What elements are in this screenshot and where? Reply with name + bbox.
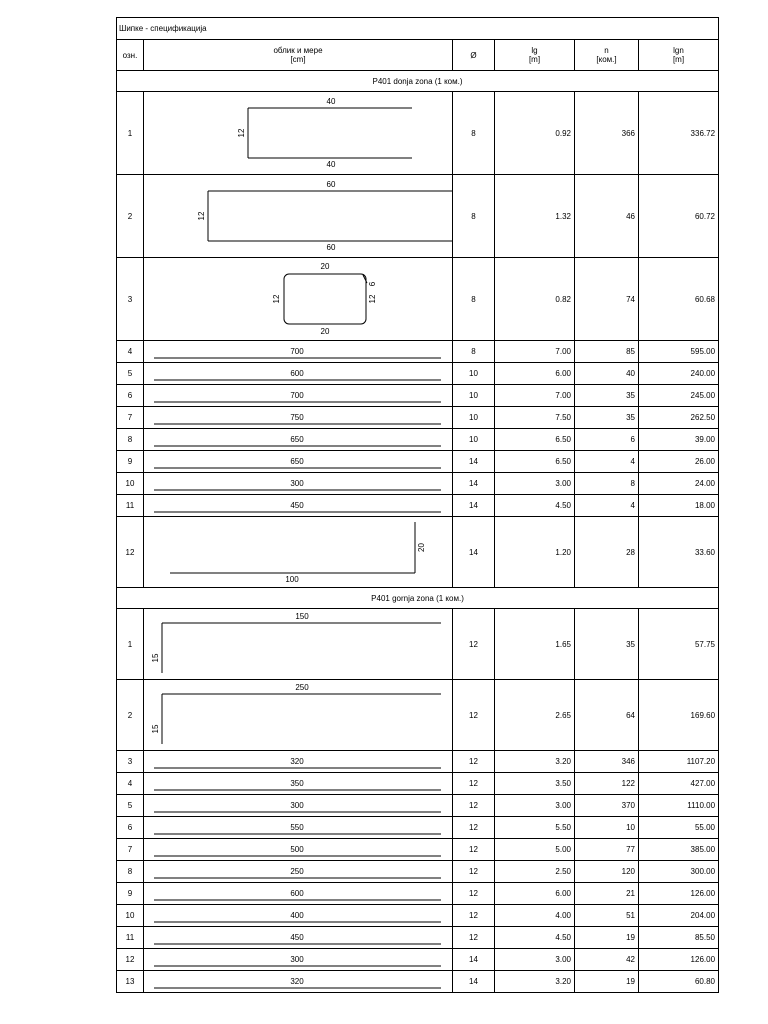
bar-diameter-cell: 12	[453, 905, 495, 927]
bar-mark-cell: 7	[117, 407, 144, 429]
bar-shape-cell	[144, 839, 453, 861]
bar-length-cell: 5.50	[495, 817, 575, 839]
bar-length-cell: 0.92	[495, 92, 575, 175]
bar-shape-cell	[144, 473, 453, 495]
bar-shape-drawing	[144, 972, 453, 992]
bar-count-cell: 35	[575, 407, 639, 429]
bar-mark-cell: 3	[117, 258, 144, 341]
bar-mark-cell: 3	[117, 751, 144, 773]
table-row	[117, 495, 719, 517]
table-row	[117, 927, 719, 949]
section-label: P401 donja zona (1 ком.)	[117, 71, 719, 92]
bar-diameter-cell: 12	[453, 861, 495, 883]
bar-length-cell: 1.32	[495, 175, 575, 258]
bar-count-cell: 42	[575, 949, 639, 971]
bar-mark-cell: 12	[117, 517, 144, 588]
bar-shape-cell	[144, 927, 453, 949]
bar-diameter-cell: 12	[453, 751, 495, 773]
table-row	[117, 905, 719, 927]
bar-bottom-length-label: 60	[326, 242, 336, 252]
bar-length-label: 650	[290, 434, 304, 444]
table-row	[117, 451, 719, 473]
bar-shape-drawing	[144, 430, 453, 450]
bar-shape-cell	[144, 751, 453, 773]
header-diameter: Ø	[453, 40, 495, 71]
bar-total-length-cell: 1110.00	[639, 795, 719, 817]
stirrup-right-length-label: 12	[368, 294, 377, 303]
bar-diameter-cell: 12	[453, 680, 495, 751]
bar-diameter-cell: 12	[453, 773, 495, 795]
bar-length-cell: 4.50	[495, 927, 575, 949]
bar-diameter-cell: 12	[453, 817, 495, 839]
bar-total-length-cell: 60.72	[639, 175, 719, 258]
bar-length-label: 250	[295, 682, 309, 692]
bar-length-cell: 3.00	[495, 795, 575, 817]
header-row	[117, 40, 719, 71]
bar-shape-cell	[144, 905, 453, 927]
section-header-row	[117, 71, 719, 92]
bar-shape-cell	[144, 795, 453, 817]
bar-shape-cell	[144, 495, 453, 517]
bar-count-cell: 35	[575, 385, 639, 407]
bar-length-cell: 3.20	[495, 971, 575, 993]
bar-mark-cell: 9	[117, 451, 144, 473]
header-lg-unit: [m]	[528, 55, 541, 64]
bar-shape-drawing	[144, 496, 453, 516]
bar-shape-cell	[144, 817, 453, 839]
bar-total-length-cell: 595.00	[639, 341, 719, 363]
table-row	[117, 341, 719, 363]
section-label: P401 gornja zona (1 ком.)	[117, 588, 719, 609]
bar-length-label: 550	[290, 822, 304, 832]
bar-diameter-cell: 14	[453, 473, 495, 495]
bar-length-label: 300	[290, 800, 304, 810]
bar-count-cell: 4	[575, 451, 639, 473]
table-row	[117, 773, 719, 795]
bar-shape-drawing	[144, 364, 453, 384]
table-row	[117, 175, 719, 258]
bar-diameter-cell: 14	[453, 517, 495, 588]
bar-shape-drawing	[144, 518, 453, 587]
table-row	[117, 429, 719, 451]
bar-count-cell: 370	[575, 795, 639, 817]
bar-mark-cell: 1	[117, 609, 144, 680]
bar-mark-cell: 13	[117, 971, 144, 993]
bar-total-length-cell: 385.00	[639, 839, 719, 861]
bar-mark-cell: 8	[117, 429, 144, 451]
bar-shape-cell	[144, 861, 453, 883]
bar-length-cell: 1.20	[495, 517, 575, 588]
bar-shape-drawing	[144, 774, 453, 794]
bar-shape-cell	[144, 175, 453, 258]
bar-count-cell: 6	[575, 429, 639, 451]
bar-length-label: 150	[295, 611, 309, 621]
bar-diameter-cell: 10	[453, 363, 495, 385]
table-row	[117, 92, 719, 175]
bar-total-length-cell: 18.00	[639, 495, 719, 517]
rebar-specification-table	[116, 17, 719, 993]
bar-shape-drawing	[144, 906, 453, 926]
bar-total-length-cell: 55.00	[639, 817, 719, 839]
bar-shape-drawing	[144, 408, 453, 428]
bar-length-label: 650	[290, 456, 304, 466]
bar-side-length-label: 15	[151, 724, 160, 733]
bar-length-cell: 1.65	[495, 609, 575, 680]
bar-total-length-cell: 24.00	[639, 473, 719, 495]
bar-diameter-cell: 12	[453, 927, 495, 949]
bar-shape-drawing	[144, 681, 453, 750]
bar-diameter-cell: 14	[453, 495, 495, 517]
bar-total-length-cell: 336.72	[639, 92, 719, 175]
bar-count-cell: 28	[575, 517, 639, 588]
bar-shape-drawing	[144, 928, 453, 948]
table-row	[117, 839, 719, 861]
bar-shape-drawing	[144, 474, 453, 494]
bar-mark-cell: 1	[117, 92, 144, 175]
header-shape	[144, 40, 453, 71]
bar-shape-drawing	[144, 840, 453, 860]
bar-shape-drawing	[144, 950, 453, 970]
bar-count-cell: 64	[575, 680, 639, 751]
bar-count-cell: 120	[575, 861, 639, 883]
bar-mark-cell: 2	[117, 175, 144, 258]
bar-diameter-cell: 8	[453, 341, 495, 363]
bar-diameter-cell: 10	[453, 385, 495, 407]
table-row	[117, 949, 719, 971]
bar-length-cell: 3.20	[495, 751, 575, 773]
bar-length-cell: 3.00	[495, 473, 575, 495]
header-shape-unit: [cm]	[290, 55, 306, 64]
bar-length-label: 750	[290, 412, 304, 422]
stirrup-bottom-length-label: 20	[320, 326, 330, 336]
bar-mark-cell: 11	[117, 495, 144, 517]
bar-length-cell: 6.50	[495, 451, 575, 473]
table-row	[117, 680, 719, 751]
bar-total-length-cell: 126.00	[639, 883, 719, 905]
bar-count-cell: 366	[575, 92, 639, 175]
sheet-title: Шипке - спецификација	[117, 18, 719, 40]
bar-length-cell: 6.00	[495, 883, 575, 905]
bar-length-cell: 4.00	[495, 905, 575, 927]
bar-length-label: 300	[290, 954, 304, 964]
bar-length-cell: 2.65	[495, 680, 575, 751]
header-lgn	[639, 40, 719, 71]
table-row	[117, 473, 719, 495]
header-lg	[495, 40, 575, 71]
bar-mark-cell: 6	[117, 385, 144, 407]
bar-mark-cell: 9	[117, 883, 144, 905]
bar-mark-cell: 4	[117, 341, 144, 363]
bar-total-length-cell: 427.00	[639, 773, 719, 795]
bar-count-cell: 346	[575, 751, 639, 773]
bar-shape-cell	[144, 451, 453, 473]
bar-shape-drawing	[144, 452, 453, 472]
bar-length-label: 400	[290, 910, 304, 920]
bar-shape-drawing	[144, 176, 453, 257]
bar-total-length-cell: 60.68	[639, 258, 719, 341]
header-num: озн.	[117, 40, 144, 71]
bar-shape-drawing	[144, 610, 453, 679]
bar-count-cell: 8	[575, 473, 639, 495]
bar-length-cell: 3.00	[495, 949, 575, 971]
bar-total-length-cell: 39.00	[639, 429, 719, 451]
bar-length-label: 700	[290, 390, 304, 400]
bar-mark-cell: 11	[117, 927, 144, 949]
section-header-row	[117, 588, 719, 609]
bar-total-length-cell: 204.00	[639, 905, 719, 927]
bar-side-length-label: 20	[417, 542, 426, 552]
bar-total-length-cell: 240.00	[639, 363, 719, 385]
bar-length-label: 100	[285, 574, 299, 584]
bar-mark-cell: 6	[117, 817, 144, 839]
bar-total-length-cell: 300.00	[639, 861, 719, 883]
bar-shape-drawing	[144, 259, 453, 340]
bar-total-length-cell: 85.50	[639, 927, 719, 949]
bar-length-cell: 7.00	[495, 341, 575, 363]
bar-count-cell: 10	[575, 817, 639, 839]
rebar-specification-sheet	[116, 17, 718, 993]
bar-count-cell: 40	[575, 363, 639, 385]
bar-top-length-label: 40	[326, 96, 336, 106]
bar-mark-cell: 8	[117, 861, 144, 883]
bar-length-cell: 7.00	[495, 385, 575, 407]
bar-length-label: 600	[290, 888, 304, 898]
table-row	[117, 517, 719, 588]
bar-count-cell: 4	[575, 495, 639, 517]
header-n-unit: [ком.]	[596, 55, 617, 64]
bar-count-cell: 19	[575, 927, 639, 949]
table-row	[117, 258, 719, 341]
bar-length-cell: 6.00	[495, 363, 575, 385]
header-lg-label: lg	[531, 46, 538, 55]
bar-length-label: 350	[290, 778, 304, 788]
bar-diameter-cell: 8	[453, 175, 495, 258]
bar-length-label: 300	[290, 478, 304, 488]
bar-count-cell: 51	[575, 905, 639, 927]
bar-diameter-cell: 8	[453, 92, 495, 175]
bar-shape-drawing	[144, 342, 453, 362]
bar-diameter-cell: 12	[453, 795, 495, 817]
bar-length-cell: 2.50	[495, 861, 575, 883]
bar-shape-cell	[144, 517, 453, 588]
table-row	[117, 817, 719, 839]
header-lgn-label: lgn	[673, 46, 684, 55]
bar-length-label: 320	[290, 976, 304, 986]
bar-diameter-cell: 10	[453, 429, 495, 451]
bar-total-length-cell: 262.50	[639, 407, 719, 429]
bar-shape-cell	[144, 883, 453, 905]
table-row	[117, 363, 719, 385]
bar-shape-drawing	[144, 796, 453, 816]
bar-diameter-cell: 14	[453, 949, 495, 971]
bar-bottom-length-label: 40	[326, 159, 336, 169]
bar-length-cell: 7.50	[495, 407, 575, 429]
bar-length-cell: 4.50	[495, 495, 575, 517]
bar-diameter-cell: 8	[453, 258, 495, 341]
bar-mark-cell: 12	[117, 949, 144, 971]
bar-count-cell: 19	[575, 971, 639, 993]
bar-mark-cell: 5	[117, 795, 144, 817]
bar-mark-cell: 4	[117, 773, 144, 795]
bar-mark-cell: 7	[117, 839, 144, 861]
bar-shape-drawing	[144, 818, 453, 838]
bar-length-label: 320	[290, 756, 304, 766]
bar-shape-cell	[144, 363, 453, 385]
bar-total-length-cell: 26.00	[639, 451, 719, 473]
bar-side-length-label: 12	[237, 128, 246, 137]
bar-shape-cell	[144, 773, 453, 795]
bar-diameter-cell: 10	[453, 407, 495, 429]
bar-total-length-cell: 33.60	[639, 517, 719, 588]
bar-shape-drawing	[144, 862, 453, 882]
bar-length-cell: 5.00	[495, 839, 575, 861]
bar-total-length-cell: 126.00	[639, 949, 719, 971]
table-row	[117, 795, 719, 817]
table-row	[117, 407, 719, 429]
header-n-label: n	[604, 46, 609, 55]
bar-length-label: 600	[290, 368, 304, 378]
bar-mark-cell: 10	[117, 905, 144, 927]
stirrup-left-length-label: 12	[272, 294, 281, 303]
bar-shape-drawing	[144, 752, 453, 772]
bar-total-length-cell: 57.75	[639, 609, 719, 680]
bar-diameter-cell: 12	[453, 839, 495, 861]
bar-length-label: 700	[290, 346, 304, 356]
bar-shape-cell	[144, 92, 453, 175]
bar-shape-cell	[144, 341, 453, 363]
table-row	[117, 883, 719, 905]
bar-mark-cell: 10	[117, 473, 144, 495]
stirrup-outline	[284, 274, 366, 324]
table-row	[117, 971, 719, 993]
stirrup-top-length-label: 20	[320, 261, 330, 271]
bar-shape-cell	[144, 385, 453, 407]
bar-shape-cell	[144, 949, 453, 971]
bar-length-label: 450	[290, 932, 304, 942]
bar-side-length-label: 15	[151, 653, 160, 662]
title-row	[117, 18, 719, 40]
bar-total-length-cell: 169.60	[639, 680, 719, 751]
bar-mark-cell: 2	[117, 680, 144, 751]
bar-total-length-cell: 1107.20	[639, 751, 719, 773]
bar-total-length-cell: 245.00	[639, 385, 719, 407]
table-row	[117, 609, 719, 680]
bar-length-cell: 6.50	[495, 429, 575, 451]
bar-length-cell: 0.82	[495, 258, 575, 341]
bar-shape-cell	[144, 429, 453, 451]
bar-shape-cell	[144, 407, 453, 429]
bar-count-cell: 77	[575, 839, 639, 861]
bar-shape-drawing	[144, 884, 453, 904]
bar-count-cell: 35	[575, 609, 639, 680]
bar-mark-cell: 5	[117, 363, 144, 385]
bar-diameter-cell: 14	[453, 451, 495, 473]
table-row	[117, 751, 719, 773]
bar-shape-cell	[144, 971, 453, 993]
bar-count-cell: 46	[575, 175, 639, 258]
bar-diameter-cell: 12	[453, 883, 495, 905]
bar-shape-cell	[144, 609, 453, 680]
stirrup-hook-length-label: 6	[368, 281, 377, 286]
bar-count-cell: 21	[575, 883, 639, 905]
bar-shape-cell	[144, 258, 453, 341]
header-shape-label: облик и мере	[273, 46, 323, 55]
bar-length-label: 450	[290, 500, 304, 510]
bar-length-label: 250	[290, 866, 304, 876]
bar-count-cell: 74	[575, 258, 639, 341]
bar-diameter-cell: 12	[453, 609, 495, 680]
bar-side-length-label: 12	[197, 211, 206, 220]
bar-shape-drawing	[144, 93, 453, 174]
bar-total-length-cell: 60.80	[639, 971, 719, 993]
table-row	[117, 861, 719, 883]
bar-count-cell: 122	[575, 773, 639, 795]
bar-top-length-label: 60	[326, 179, 336, 189]
bar-count-cell: 85	[575, 341, 639, 363]
bar-length-cell: 3.50	[495, 773, 575, 795]
bar-diameter-cell: 14	[453, 971, 495, 993]
bar-shape-drawing	[144, 386, 453, 406]
header-lgn-unit: [m]	[672, 55, 685, 64]
bar-length-label: 500	[290, 844, 304, 854]
header-n	[575, 40, 639, 71]
bar-shape-cell	[144, 680, 453, 751]
table-row	[117, 385, 719, 407]
